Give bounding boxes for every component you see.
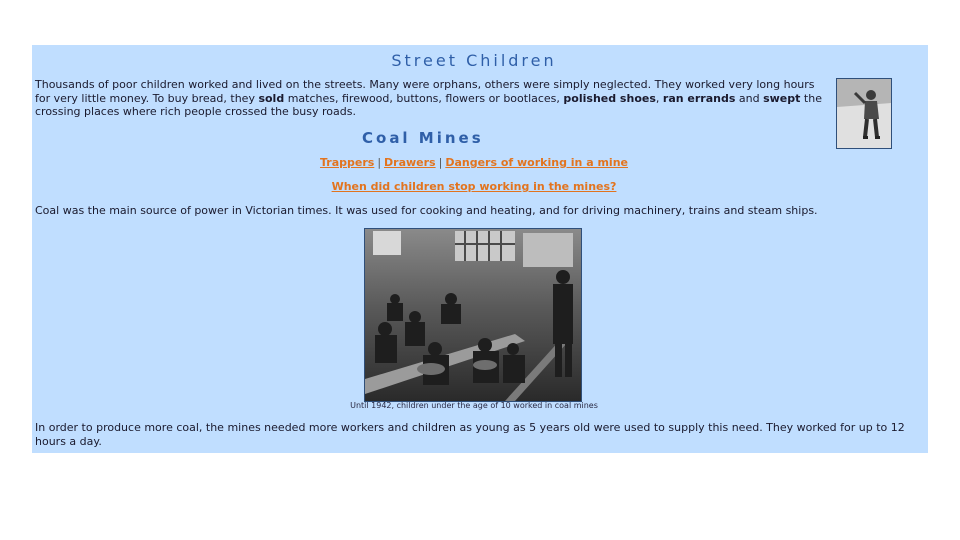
link-when-stop[interactable]: When did children stop working in the mines?	[331, 180, 617, 193]
nav-separator: |	[438, 156, 443, 169]
bold-sold: sold	[258, 91, 285, 105]
bold-swept: swept	[763, 91, 801, 105]
street-children-paragraph: Thousands of poor children worked and lived on the streets. Many were orphans, others were simply neglected. They worked very long hours for very little money. To buy bread, they sold matches, firewood, buttons, flowers or bootlaces, polished shoes, ran errands and swept the crossing places where rich people crossed the busy roads.	[35, 78, 822, 119]
coal-mine-photo	[364, 228, 582, 402]
link-drawers[interactable]: Drawers	[384, 156, 436, 169]
link-trappers[interactable]: Trappers	[319, 156, 375, 169]
nav-separator: |	[377, 156, 382, 169]
coal-mines-nav-2	[32, 180, 916, 193]
coal-mines-nav	[32, 156, 916, 169]
street-child-photo	[836, 78, 892, 149]
link-dangers[interactable]: Dangers of working in a mine	[445, 156, 628, 169]
coal-mine-caption: Until 1942, children under the age of 10 worked in coal mines	[350, 401, 598, 410]
content-panel	[32, 45, 928, 453]
bold-ran-errands: ran errands	[662, 91, 736, 105]
bold-polished-shoes: polished shoes	[563, 91, 656, 105]
coal-closing-paragraph: In order to produce more coal, the mines needed more workers and children as young as 5 years old were used to supply this need. They worked for up to 12 hours a day.	[35, 421, 905, 448]
coal-mines-heading: Coal Mines	[362, 129, 484, 147]
coal-intro-paragraph: Coal was the main source of power in Victorian times. It was used for cooking and heating, and for driving machinery, trains and steam ships.	[35, 204, 818, 217]
street-children-heading: Street Children	[391, 51, 557, 70]
